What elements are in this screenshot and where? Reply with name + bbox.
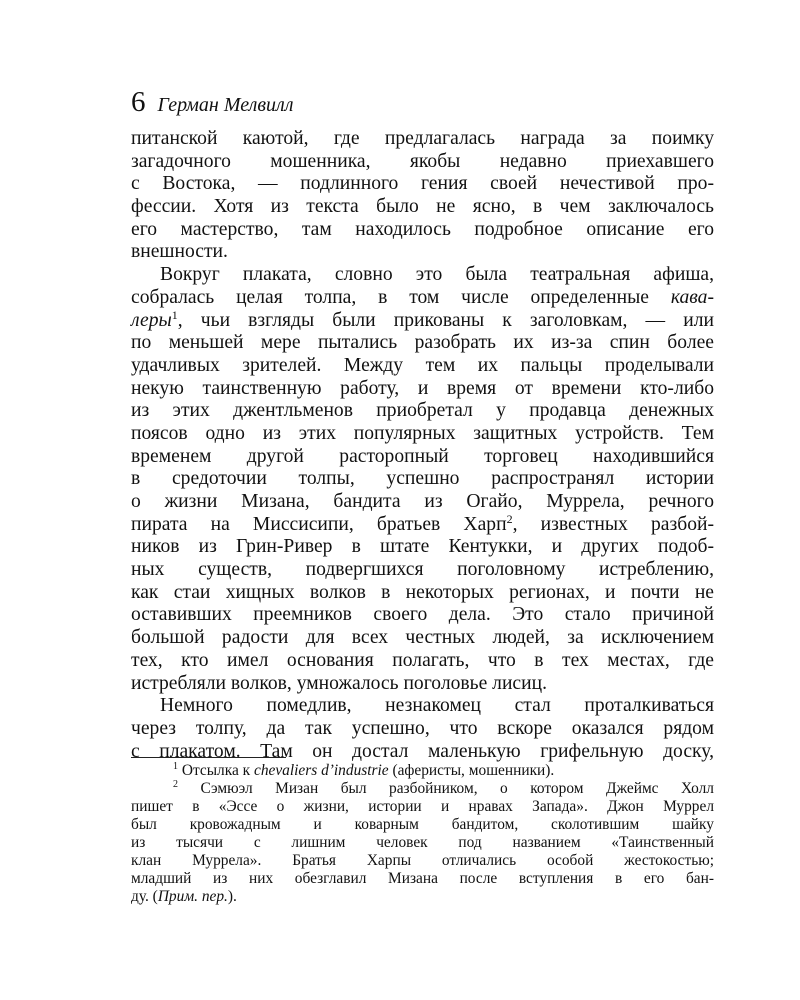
body-text [131, 128, 714, 763]
text-line: внешности. [131, 241, 228, 263]
text-line: удачливых зрителей. Между тем их пальцы проделывали [131, 354, 714, 376]
text-line: ных существ, подвергшихся поголовному истреблению, [131, 559, 714, 581]
text-line: из этих джентльменов приобретал у продавца денежных [131, 400, 714, 422]
footnote-line: был кровожадным и коварным бандитом, сколотившим шайку [131, 816, 714, 833]
footnote-line: младший из них обезглавил Мизана после вступления в его бан- [131, 870, 714, 887]
text-line: Вокруг плаката, словно это была театральная афиша, [160, 264, 714, 286]
footnotes [131, 762, 714, 906]
text-line: большой радости для всех честных людей, за исключением [131, 627, 714, 649]
text-line: истребляли волков, умножалось поголовье лисиц. [131, 672, 548, 694]
footnote-2: $^2$ Сэмюэл Мизан был разбойником, о котором Джеймс Холл [173, 779, 714, 797]
text-line: по меньшей мере пытались разобрать их из-за спин более [131, 332, 714, 354]
text-line: временем другой расторопный торговец находившийся [131, 445, 714, 467]
text-line: оставивших преемников своего дела. Это стало причиной [131, 604, 714, 626]
footnote-line: из тысячи с лишним человек под названием «Таинственный [131, 834, 714, 851]
running-title: Герман Мелвилл [157, 94, 294, 116]
footnote-1: $^1$ Отсылка к chevaliers d’industrie (аферисты, мошенники). [173, 761, 555, 779]
text-line: Немного помедлив, незнакомец стал проталкиваться [160, 695, 714, 717]
footnote-ref-1: 1 [171, 307, 178, 322]
text-line: с Востока, — подлинного гения своей нечестивой про- [131, 173, 714, 195]
text-line: ников из Грин-Ривер в штате Кентукки, и других подоб- [131, 536, 714, 558]
text-line: через толпу, да так успешно, что вскоре оказался рядом [131, 717, 714, 739]
text-line: питанской каютой, где предлагалась награда за поимку [131, 128, 714, 149]
text-line: тех, кто имел основания полагать, что в тех местах, где [131, 649, 714, 671]
text-line: о жизни Мизана, бандита из Огайо, Муррела, речного [131, 491, 714, 512]
footnote-line: клан Муррела». Братья Харпы отличались особой жестокостью; [131, 852, 714, 869]
text-line: в средоточии толпы, успешно распространял истории [131, 468, 714, 490]
text-line: некую таинственную работу, и время от времени кто-либо [131, 377, 714, 399]
text-line: фессии. Хотя из текста было не ясно, в чем заключалось [131, 196, 714, 218]
text-line: поясов одно из этих популярных защитных устройств. Тем [131, 422, 714, 444]
footnote-line: ду. (Прим. пер.). [131, 888, 237, 905]
footnote-ref-2: 2 [506, 511, 513, 526]
text-line: собралась целая толпа, в том числе определенные кава- [131, 286, 714, 308]
page-number: 6 [131, 86, 146, 118]
italic-word: кава- [670, 286, 714, 308]
footnote-line: пишет в «Эссе о жизни, истории и нравах Запада». Джон Муррел [131, 798, 714, 815]
text-line: его мастерство, там находилось подробное описание его [131, 218, 714, 240]
text-line: загадочного мошенника, якобы недавно приехавшего [131, 150, 714, 172]
footnote-divider [131, 757, 286, 758]
italic-word: леры [131, 309, 172, 331]
text-line: леры$^1$, чьи взгляды были прикованы к заголовкам, — или [131, 307, 714, 331]
text-line: пирата на Миссисипи, братьев Харп$^2$, известных разбой- [131, 511, 714, 535]
text-line: с плакатом. Там он достал маленькую грифельную доску, [131, 740, 714, 762]
page-header [131, 86, 293, 119]
text-line: как стаи хищных волков в некоторых регионах, и почти не [131, 581, 714, 603]
